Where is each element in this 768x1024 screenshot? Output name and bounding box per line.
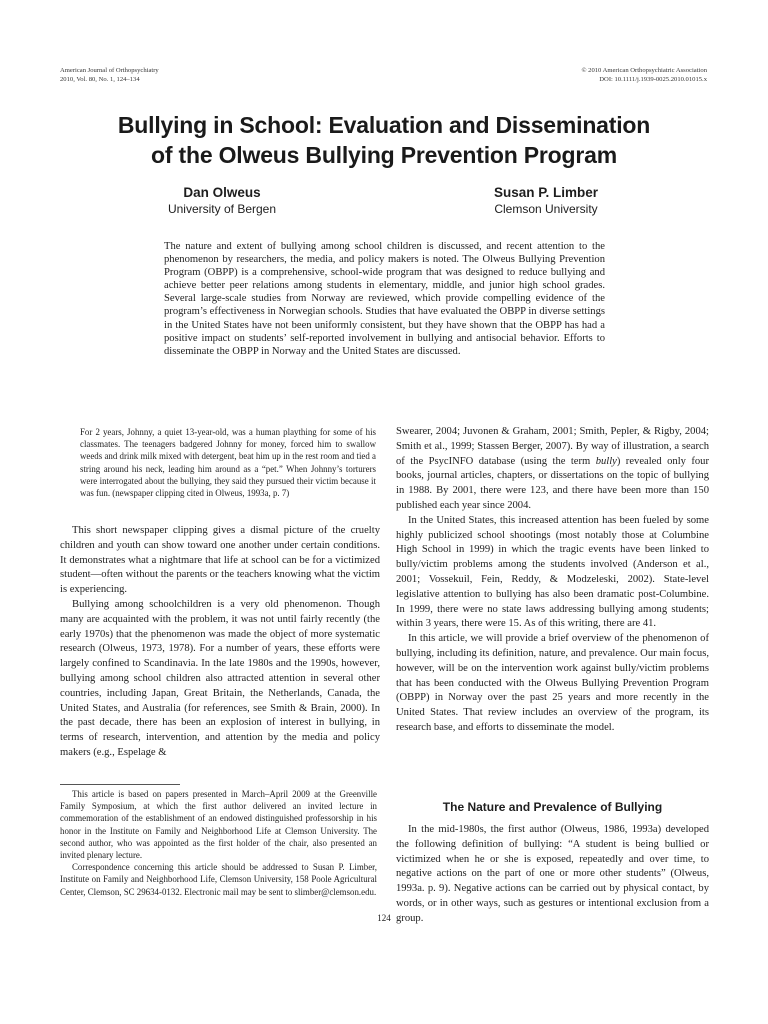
footnote-paragraph: Correspondence concerning this article should be addressed to Susan P. Limber, Institute on Family and Neighborhood Life, Clemson University, 158 Poole Agricultural Center, Clemson, SC 29634-0132. Electronic mail may be sent to slimber@clemson.edu. [60, 862, 377, 897]
author-name: Susan P. Limber [493, 185, 599, 200]
journal-header [60, 67, 159, 84]
paragraph-text: ) revealed only four books, journal articles, chapters, or dissertations on the topic of bullying in 1988. By 2001, there were 123, and there have been more than 150 published each year since 2004. [396, 455, 709, 511]
section-heading: The Nature and Prevalence of Bullying [442, 800, 663, 814]
body-paragraph: In this article, we will provide a brief overview of the phenomenon of bullying, including its definition, nature, and prevalence. Our main focus, however, will be on the intervention work against bully/victim problems that has been conducted with the Olweus Bullying Prevention Program (OBPP) in Norway over the past 25 years and more recently in the United States. That review includes an overview of the program, its research base, and efforts to disseminate the model. [396, 633, 709, 733]
footnote-rule [60, 784, 180, 785]
author-name: Dan Olweus [183, 185, 261, 200]
journal-volume: 2010, Vol. 80, No. 1, 124–134 [60, 75, 140, 83]
abstract: The nature and extent of bullying among school children is discussed, and recent attention to the phenomenon by researchers, the media, and policy makers is noted. The Olweus Bullying Prevention Program (OBPP) is a comprehensive, school-wide program that was designed to reduce bullying and achieve better peer relations among students in elementary, middle, and junior high school grades. Several large-scale studies from Norway are reviewed, which provide compelling evidence of the program’s effectiveness in Norwegian schools. Studies that have evaluated the OBPP in diverse settings in the United States have not been uniformly consistent, but they have shown that the OBPP has had a positive impact on students’ self-reported involvement in bullying and antisocial behavior. Efforts to disseminate the OBPP in Norway and the United States are discussed. [164, 241, 605, 357]
paragraph-text: Swearer, 2004; Juvonen & Graham, 2001; Smith, Pepler, & Rigby, 2004; Smith et al., 1999; Stassen Berger, 2007). By way of illustration, a search of the PsycINFO database (using the term [396, 426, 709, 467]
title-line-1: Bullying in School: Evaluation and Dissemination [117, 112, 651, 138]
italic-term: bully [595, 455, 617, 467]
page-number: 124 [377, 913, 391, 923]
clipping-text: For 2 years, Johnny, a quiet 13-year-old, was a human plaything for some of his classmates. The teenagers badgered Johnny for money, forced him to swallow weeds and drink milk mixed with detergent, beat him up in the rest room and tied a string around his neck, leading him around as a “pet.” When Johnny’s torturers were interrogated about the bullying, they said they pursued their victim because it was fun. (newspaper clipping cited in Olweus, 1993a, p. 7) [80, 427, 376, 499]
body-paragraph: In the United States, this increased attention has been fueled by some highly publicized school shootings (most notably those at Columbine High School in 1999) in which the tragic events have been linked to bully/victim problems among the students involved (Anderson et al., 2001; Vossekuil, Fein, Reddy, & Modzeleski, 2002). State-level legislative attention to bullying has also been dramatic post-Columbine. In 1999, there were no state laws addressing bullying among students; within 3 years, there were 15. As of this writing, there are 41. [396, 514, 709, 630]
author-affiliation: University of Bergen [167, 202, 277, 216]
footnote-paragraph: This article is based on papers presented in March–April 2009 at the Greenville Family Symposium, at which the first author delivered an invited lecture in commemoration of the establishment of an endowed distinguished professorship in his honor in the Institute on Family and Neighborhood Life at Clemson University. The second author, who was appointed as the first holder of the chair, also presented an invited plenary lecture. [60, 789, 377, 861]
copyright-header [581, 67, 707, 84]
journal-name: American Journal of Orthopsychiatry [60, 67, 159, 74]
doi: DOI: 10.1111/j.1939-0025.2010.01015.x [599, 75, 707, 83]
body-paragraph-continued [396, 425, 709, 514]
author-affiliation: Clemson University [494, 202, 598, 216]
author-2 [456, 184, 636, 217]
body-paragraph: This short newspaper clipping gives a dismal picture of the cruelty children and youth can show toward one another under certain conditions. It demonstrates what a nightmare that life at school can be for a victimized student—often without the parents or the teachers knowing what the victim is experiencing. [60, 525, 380, 596]
title-line-2: of the Olweus Bullying Prevention Program [151, 142, 617, 168]
footnotes [60, 788, 377, 898]
body-paragraph: In the mid-1980s, the first author (Olweus, 1986, 1993a) developed the following definition of bullying: “A student is being bullied or victimized when he or she is exposed, repeatedly and over time, to negative actions on the part of one or more other students” (Olweus, 1993a. p. 9). Negative actions can be carried out by physical contact, by words, or in other ways, such as gestures or intentional exclusion from a group. [396, 824, 709, 924]
article-title [60, 110, 708, 170]
newspaper-clipping [80, 426, 376, 499]
right-column-body [396, 425, 709, 736]
author-1 [132, 184, 312, 217]
copyright-notice: © 2010 American Orthopsychiatric Association [581, 67, 707, 74]
right-column-section-body [396, 823, 709, 927]
left-column-body [60, 524, 380, 761]
body-paragraph: Bullying among schoolchildren is a very old phenomenon. Though many are acquainted with the problem, it was not until fairly recently (the early 1970s) that the phenomenon was made the object of more systematic research (Olweus, 1973, 1978). For a number of years, these efforts were largely confined to Scandinavia. In the late 1980s and the 1990s, however, bullying among school children also attracted attention in several other countries, including Japan, Great Britain, the Netherlands, Canada, the United States, and Australia (for references, see Smith & Brain, 2000). In the past decade, there has been an explosion of interest in bullying, in terms of research, intervention, and attention by the media and policy makers (e.g., Espelage & [60, 598, 380, 758]
